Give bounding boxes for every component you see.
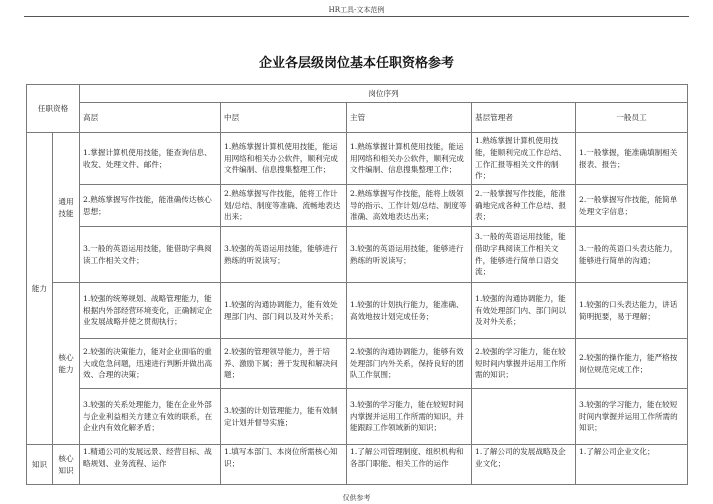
table-cell: 1.填写本部门、本岗位所需核心知识； bbox=[221, 445, 347, 485]
group-label-core-knowledge: 核心知识 bbox=[53, 445, 80, 485]
table-cell: 1.熟练掌握计算机使用技能，能运用网络和相关办公软件，顺利完成文件编制、信息搜集整理工作； bbox=[221, 133, 347, 185]
column-header-middle: 中层 bbox=[221, 103, 347, 133]
table-cell: 2.较强的管理领导能力，善于培养、激励下属；善于发现和解决问题； bbox=[221, 339, 347, 389]
table-cell: 2.熟练掌握写作技能，能准确传达核心思想； bbox=[80, 185, 221, 227]
table-cell: 1.一般掌握，能准确填制相关报表、报告； bbox=[576, 133, 688, 185]
table-cell: 1.较强的计划执行能力，能准确、高效地按计划完成任务； bbox=[347, 283, 472, 339]
table-cell: 3.一般的英语运用技能，能借助字典阅读工作相关文件； bbox=[80, 227, 221, 283]
table-cell: 1.熟练掌握计算机使用技能，能运用网络和相关办公软件，顺利完成文件编制、信息搜集整理工作； bbox=[347, 133, 472, 185]
group-label-general-skills: 通用技能 bbox=[53, 133, 80, 283]
table-cell: 1.较强的口头表达能力，讲话简明扼要，易于理解； bbox=[576, 283, 688, 339]
qualification-table bbox=[26, 84, 688, 485]
header-rule bbox=[24, 16, 689, 17]
page-header: HR工具-文本范例 bbox=[328, 6, 385, 14]
table-cell: 2.较强的决策能力，能对企业面临的重大或危急问题，迅速进行判断并做出高效、合理的决策； bbox=[80, 339, 221, 389]
group-label-core-ability: 核心能力 bbox=[53, 283, 80, 445]
table-cell bbox=[472, 389, 576, 445]
section-label-ability: 能力 bbox=[27, 133, 53, 445]
table-cell: 1.较强的沟通协调能力，能有效处理部门内、部门间以及对外关系； bbox=[221, 283, 347, 339]
page-footer: 仅供参考 bbox=[342, 494, 371, 502]
table-cell: 1.熟练掌握计算机使用技能，能顺利完成工作总结、工作汇报等相关文件的制作； bbox=[472, 133, 576, 185]
table-cell: 3.较强的计划管理能力，能有效制定计划并督导实施； bbox=[221, 389, 347, 445]
table-cell: 3.较强的英语运用技能，能够进行熟练的听说读写； bbox=[347, 227, 472, 283]
table-cell: 3.较强的关系处理能力，能在企业外部与企业利益相关方建立有效的联系，在企业内有效化解矛盾； bbox=[80, 389, 221, 445]
table-cell: 2.较强的沟通协调能力，能够有效处理部门内外关系，保持良好的团队工作氛围； bbox=[347, 339, 472, 389]
sequence-header: 岗位序列 bbox=[80, 85, 688, 103]
corner-header: 任职资格 bbox=[27, 85, 80, 133]
table-cell: 3.一般的英语口头表达能力，能够进行简单的沟通； bbox=[576, 227, 688, 283]
column-header-supervisor: 主管 bbox=[347, 103, 472, 133]
table-cell: 2.一般掌握写作技能，能准确地完成各种工作总结、报表； bbox=[472, 185, 576, 227]
table-cell: 1.较强的沟通协调能力，能有效处理部门内、部门间以及对外关系； bbox=[472, 283, 576, 339]
table-cell: 1.了解公司的发展战略及企业文化； bbox=[472, 445, 576, 485]
table-cell: 2.较强的学习能力，能在较短时间内掌握并运用工作所需的知识； bbox=[472, 339, 576, 389]
table-cell: 1.掌握计算机使用技能，能查询信息、收发、处理文件、邮件； bbox=[80, 133, 221, 185]
table-cell: 2.较强的操作能力，能严格按岗位规范完成工作； bbox=[576, 339, 688, 389]
section-label-knowledge: 知识 bbox=[27, 445, 53, 485]
table-cell: 3.较强的学习能力，能在较短时间内掌握并运用工作所需的知识，并能跟踪工作领域新的知识； bbox=[347, 389, 472, 445]
page-title: 企业各层级岗位基本任职资格参考 bbox=[258, 56, 454, 71]
column-header-staff: 一般员工 bbox=[576, 103, 688, 133]
table-cell: 1.较强的统筹规划、战略管理能力，能根据内外部经营环境变化，正确制定企业发展战略并使之贯彻执行； bbox=[80, 283, 221, 339]
table-cell: 3.一般的英语运用技能，能借助字典阅读工作相关文件，能够进行简单口语交流； bbox=[472, 227, 576, 283]
table-cell: 3.较强的学习能力，能在较短时间内掌握并运用工作所需的知识； bbox=[576, 389, 688, 445]
table-cell: 2.熟练掌握写作技能，能将工作计划/总结、制度等准确、流畅地表达出来； bbox=[221, 185, 347, 227]
table-cell: 1.了解公司企业文化； bbox=[576, 445, 688, 485]
table-cell: 1.了解公司管理制度、组织机构和各部门职能、相关工作的运作 bbox=[347, 445, 472, 485]
column-header-frontline-manager: 基层管理者 bbox=[472, 103, 576, 133]
column-header-senior: 高层 bbox=[80, 103, 221, 133]
table-cell: 1.精通公司的发展远景、经营目标、战略规划、业务流程、运作 bbox=[80, 445, 221, 485]
table-cell: 3.较强的英语运用技能，能够进行熟练的听说读写； bbox=[221, 227, 347, 283]
table-cell: 2.一般掌握写作技能，能简单处理文字信息； bbox=[576, 185, 688, 227]
table-cell: 2.熟练掌握写作技能，能将上级领导的指示、工作计划/总结、制度等准确、高效地表达出来； bbox=[347, 185, 472, 227]
